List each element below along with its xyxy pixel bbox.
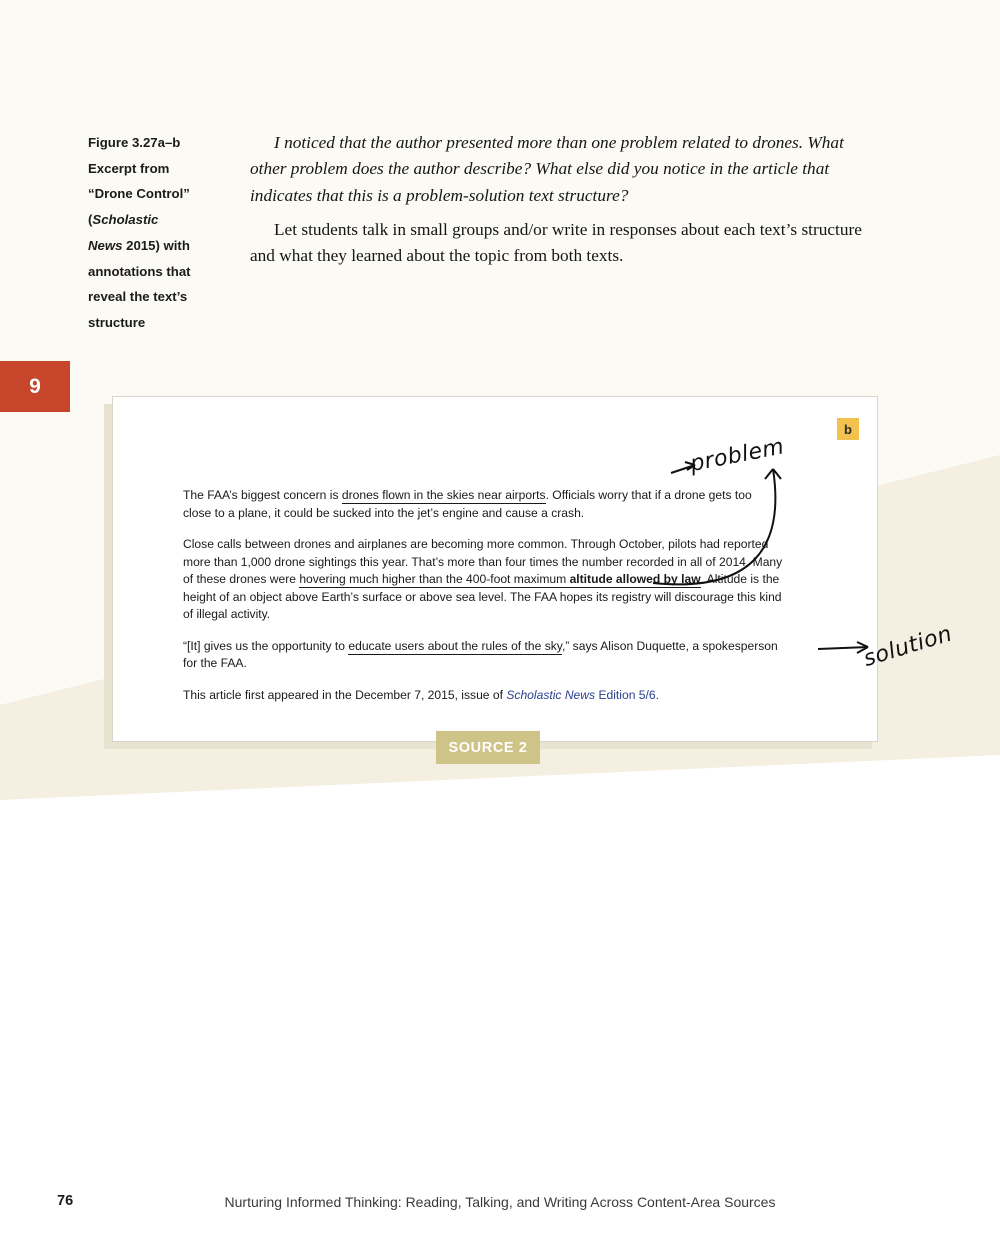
teacher-prompt-paragraph: I noticed that the author presented more than one problem related to drones. What other problem does the author describe? What else did you notice in the article that indicates that this is a problem-solution text structure?: [250, 133, 844, 205]
excerpt-paragraph-2: [183, 536, 783, 624]
figure-caption-line-8: structure: [88, 315, 146, 331]
annotation-problem-label: problem: [688, 434, 787, 477]
figure-caption-line-5-rest: 2015) with: [122, 237, 190, 253]
figure-caption-line-3: “Drone Control”: [88, 186, 190, 202]
excerpt-p3-text-a: “[It] gives us the opportunity to: [183, 638, 349, 653]
figure-caption-source-italic-1: Scholastic: [92, 212, 159, 228]
excerpt-paragraph-1: [183, 487, 783, 522]
page-number: 76: [57, 1193, 74, 1209]
figure-caption-line-2: Excerpt from: [88, 160, 170, 176]
excerpt-p2-text-b: . Altitude is the height of an object above Earth’s surface or above sea level. The FAA hopes its registry will discourage this kind of illegal activity.: [183, 572, 782, 622]
figure-caption-line-1: Figure 3.27a–b: [88, 135, 181, 150]
instruction-paragraph: Let students talk in small groups and/or write in responses about each text’s structure and what they learned about the topic from both texts.: [250, 219, 862, 266]
panel-badge: [837, 418, 859, 440]
figure-caption-line-6: annotations that: [88, 263, 191, 279]
figure-caption-line-5: [88, 233, 223, 259]
excerpt-p3-underlined: educate users about the rules of the sky: [348, 638, 562, 653]
excerpt-p4-publication: Scholastic News: [506, 687, 596, 702]
chapter-tab: [0, 361, 70, 412]
excerpt-paragraph-3: [183, 638, 783, 673]
source-banner: [436, 731, 540, 764]
excerpt-p1-text-b: . Officials worry that if a drone gets too close to a plane, it could be sucked into the jet’s engine and cause a crash.: [183, 488, 752, 520]
excerpt-p1-text-a: The FAA’s biggest concern is: [183, 488, 342, 502]
body-text: [250, 130, 880, 269]
footer-title: Nurturing Informed Thinking: Reading, Talking, and Writing Across Content-Area Sources: [224, 1194, 776, 1210]
figure-caption-line-7: reveal the text’s: [88, 289, 188, 305]
excerpt-p3-text-b: ,” says Alison Duquette, a spokesperson for the FAA.: [183, 638, 778, 671]
article-excerpt: [183, 487, 783, 718]
figure-caption-source-italic-2: News: [88, 237, 123, 253]
figure-panel: [112, 396, 956, 742]
excerpt-p4-text-b: Edition 5/6.: [595, 687, 659, 702]
excerpt-p2-underlined-bold: altitude allowed by law: [569, 572, 701, 587]
excerpt-p2-underlined-1: hovering much higher than the 400-foot maximum: [299, 572, 570, 587]
chapter-tab-number: 9: [29, 374, 41, 398]
annotation-solution-label: solution: [860, 621, 956, 672]
figure-caption: [88, 130, 223, 336]
figure-caption-paren: (: [88, 212, 93, 228]
excerpt-p2-text-a: Close calls between drones and airplanes are becoming more common. Through October, pilots had reported more than 1,000 drone sightings this year. That’s more than four times the number recorded in all of 2014. Many of these drones were: [183, 537, 783, 587]
figure-caption-line-4: [88, 207, 223, 233]
excerpt-source-line: [183, 687, 783, 705]
source-banner-label: SOURCE 2: [448, 739, 528, 756]
excerpt-p1-underlined: drones flown in the skies near airports: [341, 488, 546, 502]
panel-badge-label: b: [844, 421, 852, 437]
excerpt-p4-text-a: This article first appeared in the December 7, 2015, issue of: [183, 687, 507, 702]
